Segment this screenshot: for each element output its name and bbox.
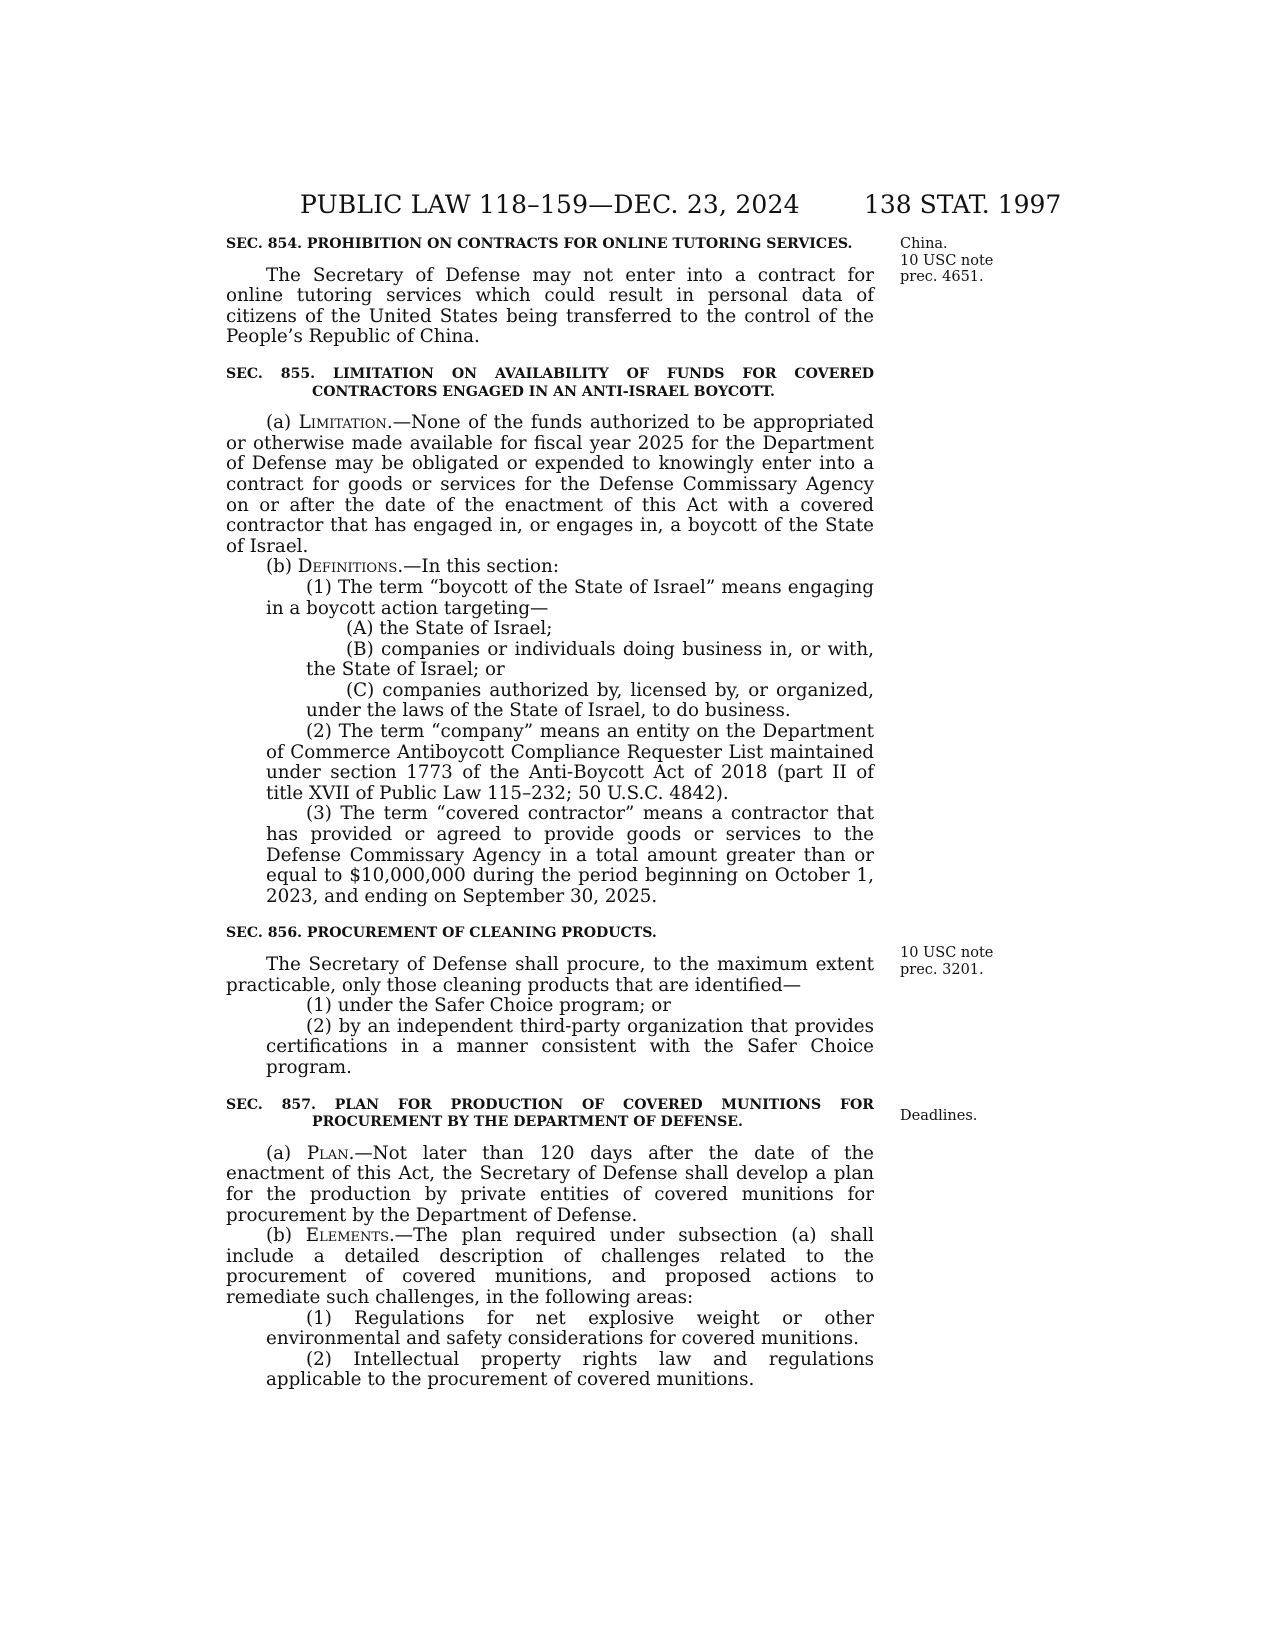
paragraph-b2: (2) The term “company” means an entity on the Department of Commerce Antiboycott Compliance Requester List maintained under section 1773 of the Anti-Boycott Act of 2018 (part II of title XVII of Public Law 115–232; 50 U.S.C. 4842). [266,721,874,804]
subparagraph-B: (B) companies or individuals doing business in, or with, the State of Israel; or [306,638,874,681]
subparagraph-C: (C) companies authorized by, licensed by, or organized, under the laws of the State of Israel, to do business. [306,679,874,722]
subparagraph-A: (A) the State of Israel; [346,618,553,640]
margin-note-line: 10 USC note [900,252,994,269]
paragraph-b1: (1) The term “boycott of the State of Israel” means engaging in a boycott action targeting— [266,576,874,619]
margin-note-sec854 [900,236,993,286]
section-heading-855: SEC. 855. LIMITATION ON AVAILABILITY OF FUNDS FOR COVERED CONTRACTORS ENGAGED IN AN ANTI-ISRAEL BOYCOTT. [226,365,874,400]
margin-note-line: prec. 4651. [900,269,984,285]
paragraph-b1: (1) Regulations for net explosive weight or other environmental and safety considerations for covered munitions. [266,1307,874,1350]
margin-note-line: prec. 3201. [900,961,984,978]
section-heading-856: SEC. 856. PROCUREMENT OF CLEANING PRODUCTS. [226,925,657,942]
margin-note-line: 10 USC note [900,945,994,961]
subsection-caption: Plan [306,1142,349,1164]
subsection-caption: Limitation [298,412,387,434]
running-head [0,190,1275,220]
section-heading-854: SEC. 854. PROHIBITION ON CONTRACTS FOR ONLINE TUTORING SERVICES. [226,236,853,252]
body-text [226,236,874,1391]
margin-note-sec857 [900,1108,977,1125]
margin-note-line: China. [900,236,948,252]
section-857-subsection-b: (b) Elements.—The plan required under subsection (a) shall include a detailed description of challenges related to the procurement of covered munitions, and proposed actions to remediate such challenges, in the following areas: [226,1225,874,1308]
section-heading-857: SEC. 857. PLAN FOR PRODUCTION OF COVERED MUNITIONS FOR PROCUREMENT BY THE DEPARTMENT OF DEFENSE. [226,1096,874,1131]
margin-note-sec856 [900,945,993,978]
section-855-subsection-b: (b) Definitions.—In this section: [266,556,559,578]
section-857-subsection-a: (a) Plan.—Not later than 120 days after the date of the enactment of this Act, the Secretary of Defense shall develop a plan for the production by private entities of covered munitions for procurement by the Department of Defense. [226,1142,874,1226]
paragraph-b2: (2) Intellectual property rights law and regulations applicable to the procurement of covered munitions. [266,1348,874,1391]
subsection-caption: Elements [305,1225,389,1247]
section-856-text: The Secretary of Defense shall procure, to the maximum extent practicable, only those cleaning products that are identified— [226,954,874,996]
margin-note-line: Deadlines. [900,1108,978,1124]
item-1: (1) under the Safer Choice program; or [306,995,671,1017]
item-2: (2) by an independent third-party organization that provides certifications in a manner consistent with the Safer Choice program. [266,1015,874,1078]
paragraph-b3: (3) The term “covered contractor” means a contractor that has provided or agreed to provide goods or services to the Defense Commissary Agency in a total amount greater than or equal to $10,000,000 during the period beginning on October 1, 2023, and ending on September 30, 2025. [266,803,874,907]
subsection-caption: Definitions [297,556,398,578]
page-number: 138 STAT. 1997 [864,190,1062,219]
section-855-subsection-a: (a) Limitation.—None of the funds authorized to be appropriated or otherwise made available for fiscal year 2025 for the Department of Defense may be obligated or expended to knowingly enter into a contract for goods or services for the Defense Commissary Agency on or after the date of the enactment of this Act with a covered contractor that has engaged in, or engages in, a boycott of the State of Israel. [226,412,874,557]
running-head-title: PUBLIC LAW 118–159—DEC. 23, 2024 [300,190,800,219]
section-854-text: The Secretary of Defense may not enter into a contract for online tutoring services which could result in personal data of citizens of the United States being transferred to the control of the People’s Republic of China. [226,264,874,348]
